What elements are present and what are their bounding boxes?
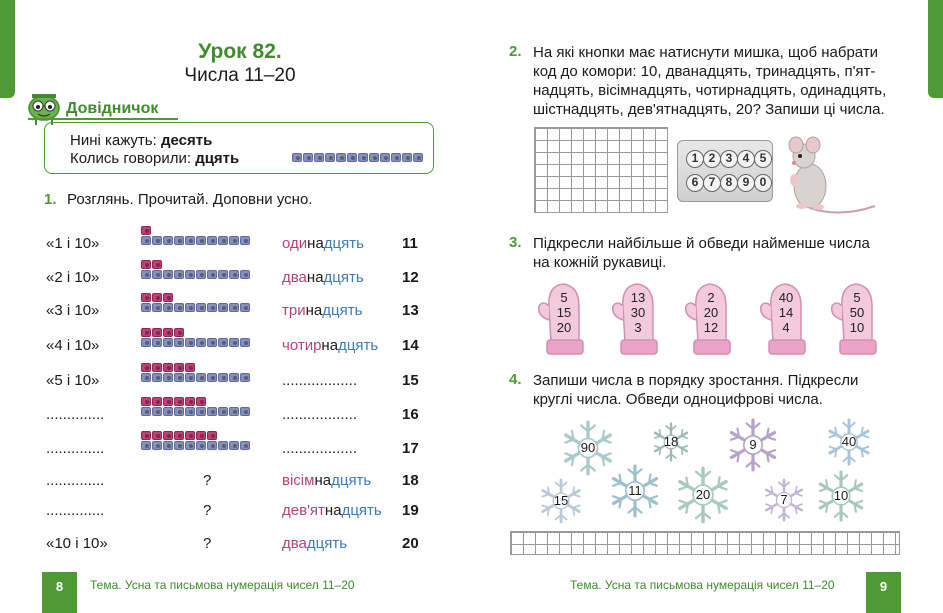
row-number-word: .................. bbox=[282, 406, 358, 423]
ten-cube bbox=[163, 270, 173, 279]
keypad-key[interactable]: 7 bbox=[703, 174, 721, 192]
mitten-number: 30 bbox=[630, 305, 646, 320]
keypad-key[interactable]: 9 bbox=[737, 174, 755, 192]
row-number-word: .................. bbox=[282, 372, 358, 389]
ten-cube bbox=[174, 270, 184, 279]
row-expression: .............. bbox=[46, 502, 105, 519]
row-cubes bbox=[141, 293, 251, 312]
row-number-word: одинадцять bbox=[282, 235, 364, 252]
snowflake bbox=[538, 478, 584, 524]
ten-cube bbox=[218, 303, 228, 312]
row-number-word: вісімнадцять bbox=[282, 472, 372, 489]
reference-row-past: Колись говорили: дцять bbox=[70, 150, 240, 167]
task2-text: На які кнопки має натиснути мишка, щоб набрати код до комори: 10, дванадцять, тринадцять, п'ят- надцять, вісімнадцять, чотирнадцять, одинадцять, шістнадцять, дев'ятнадцять, 20? Запиши ці числа. bbox=[533, 44, 887, 118]
ten-cube bbox=[185, 373, 195, 382]
ten-cube bbox=[347, 153, 357, 162]
unit-cube bbox=[152, 260, 162, 269]
row-number-word: дванадцять bbox=[282, 269, 364, 286]
ten-cube bbox=[240, 270, 250, 279]
footer-topic-right: Тема. Усна та письмова нумерація чисел 11–20 bbox=[570, 578, 835, 592]
ten-cube bbox=[163, 441, 173, 450]
keypad-key[interactable]: 0 bbox=[754, 174, 772, 192]
unit-cube bbox=[185, 397, 195, 406]
ten-cube bbox=[163, 373, 173, 382]
ten-cube bbox=[240, 441, 250, 450]
page-number-right: 9 bbox=[866, 572, 901, 613]
unit-cube bbox=[174, 397, 184, 406]
row-expression: «3 і 10» bbox=[46, 302, 100, 319]
reference-underline bbox=[28, 118, 178, 120]
keypad-key[interactable]: 2 bbox=[703, 150, 721, 168]
task2-answer-grid[interactable] bbox=[534, 127, 668, 213]
ten-cube bbox=[391, 153, 401, 162]
ten-cube bbox=[229, 373, 239, 382]
mitten bbox=[607, 280, 671, 358]
snowflake-number: 11 bbox=[628, 483, 642, 498]
task4-answer-grid[interactable] bbox=[510, 531, 900, 555]
mitten-number: 15 bbox=[556, 305, 572, 320]
ten-cube bbox=[141, 338, 151, 347]
task1-header: 1. Розглянь. Прочитай. Доповни усно. bbox=[44, 191, 313, 208]
lesson-title: Урок 82. bbox=[198, 40, 282, 63]
unit-cube bbox=[185, 363, 195, 372]
ten-cube bbox=[218, 338, 228, 347]
unit-cube bbox=[174, 363, 184, 372]
keypad-key[interactable]: 1 bbox=[686, 150, 704, 168]
ten-cube bbox=[196, 270, 206, 279]
ten-cube bbox=[174, 303, 184, 312]
mouse-icon bbox=[780, 136, 880, 216]
ten-cube bbox=[207, 338, 217, 347]
ten-cube bbox=[174, 338, 184, 347]
ten-cube bbox=[152, 303, 162, 312]
ten-cube bbox=[163, 303, 173, 312]
ten-cube bbox=[229, 407, 239, 416]
ten-cube bbox=[196, 303, 206, 312]
unit-cube bbox=[163, 293, 173, 302]
ten-cube bbox=[185, 236, 195, 245]
row-number-word: тринадцять bbox=[282, 302, 363, 319]
ten-cube bbox=[141, 270, 151, 279]
row-expression: «5 і 10» bbox=[46, 372, 100, 389]
keypad-key[interactable]: 8 bbox=[720, 174, 738, 192]
ten-cube bbox=[196, 236, 206, 245]
unit-cube bbox=[141, 431, 151, 440]
ten-cube bbox=[218, 236, 228, 245]
row-cubes bbox=[141, 431, 251, 450]
ten-cube bbox=[229, 303, 239, 312]
row-number: 11 bbox=[402, 235, 418, 252]
ten-cube bbox=[413, 153, 423, 162]
ten-cube bbox=[240, 338, 250, 347]
ten-cube bbox=[141, 407, 151, 416]
unit-cube bbox=[152, 363, 162, 372]
row-cubes bbox=[141, 397, 251, 416]
ten-cube bbox=[196, 407, 206, 416]
keypad-key[interactable]: 6 bbox=[686, 174, 704, 192]
unit-cube bbox=[196, 397, 206, 406]
unit-cube bbox=[185, 431, 195, 440]
ten-cube bbox=[229, 441, 239, 450]
row-question-mark: ? bbox=[203, 502, 212, 519]
ten-cube bbox=[152, 270, 162, 279]
row-question-mark: ? bbox=[203, 472, 212, 489]
row-number-word: чотирнадцять bbox=[282, 337, 379, 354]
mitten-number: 50 bbox=[849, 305, 865, 320]
mitten bbox=[533, 280, 597, 358]
ten-cube bbox=[174, 236, 184, 245]
snowflake-number: 9 bbox=[749, 437, 757, 452]
mitten bbox=[680, 280, 744, 358]
row-number: 19 bbox=[402, 502, 419, 519]
row-expression: .............. bbox=[46, 472, 105, 489]
footer-topic-left: Тема. Усна та письмова нумерація чисел 11–20 bbox=[90, 578, 355, 592]
snowflake bbox=[762, 478, 806, 522]
mitten-number: 5 bbox=[853, 290, 861, 305]
mitten bbox=[755, 280, 819, 358]
ten-cube bbox=[207, 373, 217, 382]
mitten-number: 12 bbox=[703, 320, 719, 335]
row-number: 13 bbox=[402, 302, 419, 319]
row-question-mark: ? bbox=[203, 535, 212, 552]
ten-cube bbox=[207, 270, 217, 279]
row-number-word: двадцять bbox=[282, 535, 348, 552]
ten-cube bbox=[152, 236, 162, 245]
task4-text: Запиши числа в порядку зростання. Підкресли круглі числа. Обведи одноцифрові числа. bbox=[533, 372, 859, 408]
ten-cube bbox=[229, 236, 239, 245]
snowflake-number: 90 bbox=[580, 440, 596, 455]
unit-cube bbox=[207, 431, 217, 440]
reference-row-now: Нині кажуть: десять bbox=[70, 132, 213, 149]
ten-cube bbox=[185, 270, 195, 279]
mitten-number: 4 bbox=[782, 320, 790, 335]
unit-cube bbox=[141, 226, 151, 235]
unit-cube bbox=[141, 397, 151, 406]
ten-cube bbox=[207, 441, 217, 450]
snowflake bbox=[825, 418, 873, 466]
ten-cube bbox=[174, 373, 184, 382]
left-edge-tab bbox=[0, 0, 15, 98]
row-number: 17 bbox=[402, 440, 419, 457]
snowflake bbox=[815, 470, 867, 522]
unit-cube bbox=[163, 328, 173, 337]
mitten-number: 3 bbox=[634, 320, 642, 335]
ten-cube bbox=[196, 441, 206, 450]
unit-cube bbox=[196, 431, 206, 440]
ten-cube bbox=[358, 153, 368, 162]
ten-cube bbox=[229, 270, 239, 279]
ten-cube bbox=[163, 236, 173, 245]
ten-cube bbox=[229, 338, 239, 347]
mitten-number: 13 bbox=[630, 290, 646, 305]
snowflake-number: 7 bbox=[780, 492, 788, 507]
ten-cube bbox=[380, 153, 390, 162]
ten-cube bbox=[141, 441, 151, 450]
ten-cube bbox=[196, 338, 206, 347]
ten-cube bbox=[152, 441, 162, 450]
unit-cube bbox=[141, 293, 151, 302]
snowflake bbox=[726, 418, 780, 472]
row-number: 16 bbox=[402, 406, 419, 423]
row-cubes bbox=[141, 328, 251, 347]
ten-cube bbox=[185, 338, 195, 347]
unit-cube bbox=[141, 260, 151, 269]
mitten-number: 10 bbox=[849, 320, 865, 335]
row-expression: «4 і 10» bbox=[46, 337, 100, 354]
ten-cube bbox=[336, 153, 346, 162]
row-number-word: дев'ятнадцять bbox=[282, 502, 382, 519]
ten-cube bbox=[369, 153, 379, 162]
ten-cube bbox=[218, 441, 228, 450]
unit-cube bbox=[141, 328, 151, 337]
unit-cube bbox=[152, 431, 162, 440]
keypad-key[interactable]: 3 bbox=[720, 150, 738, 168]
row-number-word: .................. bbox=[282, 440, 358, 457]
mitten-number: 20 bbox=[556, 320, 572, 335]
row-cubes bbox=[141, 226, 251, 245]
row-expression: .............. bbox=[46, 406, 105, 423]
reference-label: Довідничок bbox=[66, 100, 159, 117]
keypad bbox=[677, 140, 773, 202]
row-number: 14 bbox=[402, 337, 419, 354]
ten-cube bbox=[152, 338, 162, 347]
snowflake-number: 15 bbox=[553, 493, 569, 508]
unit-cube bbox=[174, 328, 184, 337]
mitten-number: 20 bbox=[703, 305, 719, 320]
snowflake-number: 10 bbox=[833, 488, 849, 503]
unit-cube bbox=[152, 397, 162, 406]
ten-cube bbox=[292, 153, 302, 162]
row-number: 18 bbox=[402, 472, 419, 489]
mitten-number: 40 bbox=[778, 290, 794, 305]
ten-cube bbox=[185, 303, 195, 312]
ten-cube bbox=[185, 407, 195, 416]
snowflake bbox=[608, 464, 662, 518]
unit-cube bbox=[163, 397, 173, 406]
snowflake-number: 40 bbox=[841, 434, 857, 449]
mitten-number: 5 bbox=[560, 290, 568, 305]
unit-cube bbox=[152, 328, 162, 337]
row-expression: «2 і 10» bbox=[46, 269, 100, 286]
snowflake-number: 18 bbox=[663, 434, 679, 449]
ten-cube bbox=[207, 303, 217, 312]
ten-cube bbox=[218, 407, 228, 416]
ten-cube bbox=[174, 441, 184, 450]
lesson-subtitle: Числа 11–20 bbox=[184, 65, 296, 86]
row-number: 15 bbox=[402, 372, 419, 389]
mitten-number: 2 bbox=[707, 290, 715, 305]
snowflake bbox=[651, 422, 691, 462]
ten-cube bbox=[325, 153, 335, 162]
ten-cube bbox=[152, 373, 162, 382]
ten-cube bbox=[141, 303, 151, 312]
ten-cube bbox=[240, 236, 250, 245]
snowflake bbox=[674, 466, 732, 524]
unit-cube bbox=[174, 431, 184, 440]
ten-cube bbox=[196, 373, 206, 382]
ten-cube bbox=[152, 407, 162, 416]
unit-cube bbox=[141, 363, 151, 372]
row-cubes bbox=[141, 260, 251, 279]
ten-cube bbox=[303, 153, 313, 162]
keypad-key[interactable]: 5 bbox=[754, 150, 772, 168]
ten-cube bbox=[240, 407, 250, 416]
ten-cube bbox=[314, 153, 324, 162]
snowflake-number: 20 bbox=[695, 487, 711, 502]
ten-cube bbox=[402, 153, 412, 162]
row-expression: «1 і 10» bbox=[46, 235, 100, 252]
page-number-left: 8 bbox=[42, 572, 77, 613]
row-expression: .............. bbox=[46, 440, 105, 457]
mitten bbox=[826, 280, 890, 358]
right-edge-tab bbox=[928, 0, 943, 98]
task3-text: Підкресли найбільше й обведи найменше числа на кожній рукавиці. bbox=[533, 235, 870, 271]
ten-cube bbox=[240, 373, 250, 382]
unit-cube bbox=[152, 293, 162, 302]
ten-cube bbox=[218, 373, 228, 382]
unit-cube bbox=[163, 431, 173, 440]
row-number: 20 bbox=[402, 535, 419, 552]
ten-cube bbox=[174, 407, 184, 416]
ten-cube bbox=[207, 236, 217, 245]
reference-ten-cubes bbox=[292, 153, 424, 162]
ten-cube bbox=[141, 373, 151, 382]
unit-cube bbox=[163, 363, 173, 372]
row-cubes bbox=[141, 363, 251, 382]
ten-cube bbox=[185, 441, 195, 450]
keypad-key[interactable]: 4 bbox=[737, 150, 755, 168]
ten-cube bbox=[218, 270, 228, 279]
ten-cube bbox=[240, 303, 250, 312]
ten-cube bbox=[163, 338, 173, 347]
row-expression: «10 і 10» bbox=[46, 535, 108, 552]
ten-cube bbox=[163, 407, 173, 416]
mitten-number: 14 bbox=[778, 305, 794, 320]
ten-cube bbox=[207, 407, 217, 416]
row-number: 12 bbox=[402, 269, 419, 286]
ten-cube bbox=[141, 236, 151, 245]
mascot-icon bbox=[24, 92, 64, 126]
